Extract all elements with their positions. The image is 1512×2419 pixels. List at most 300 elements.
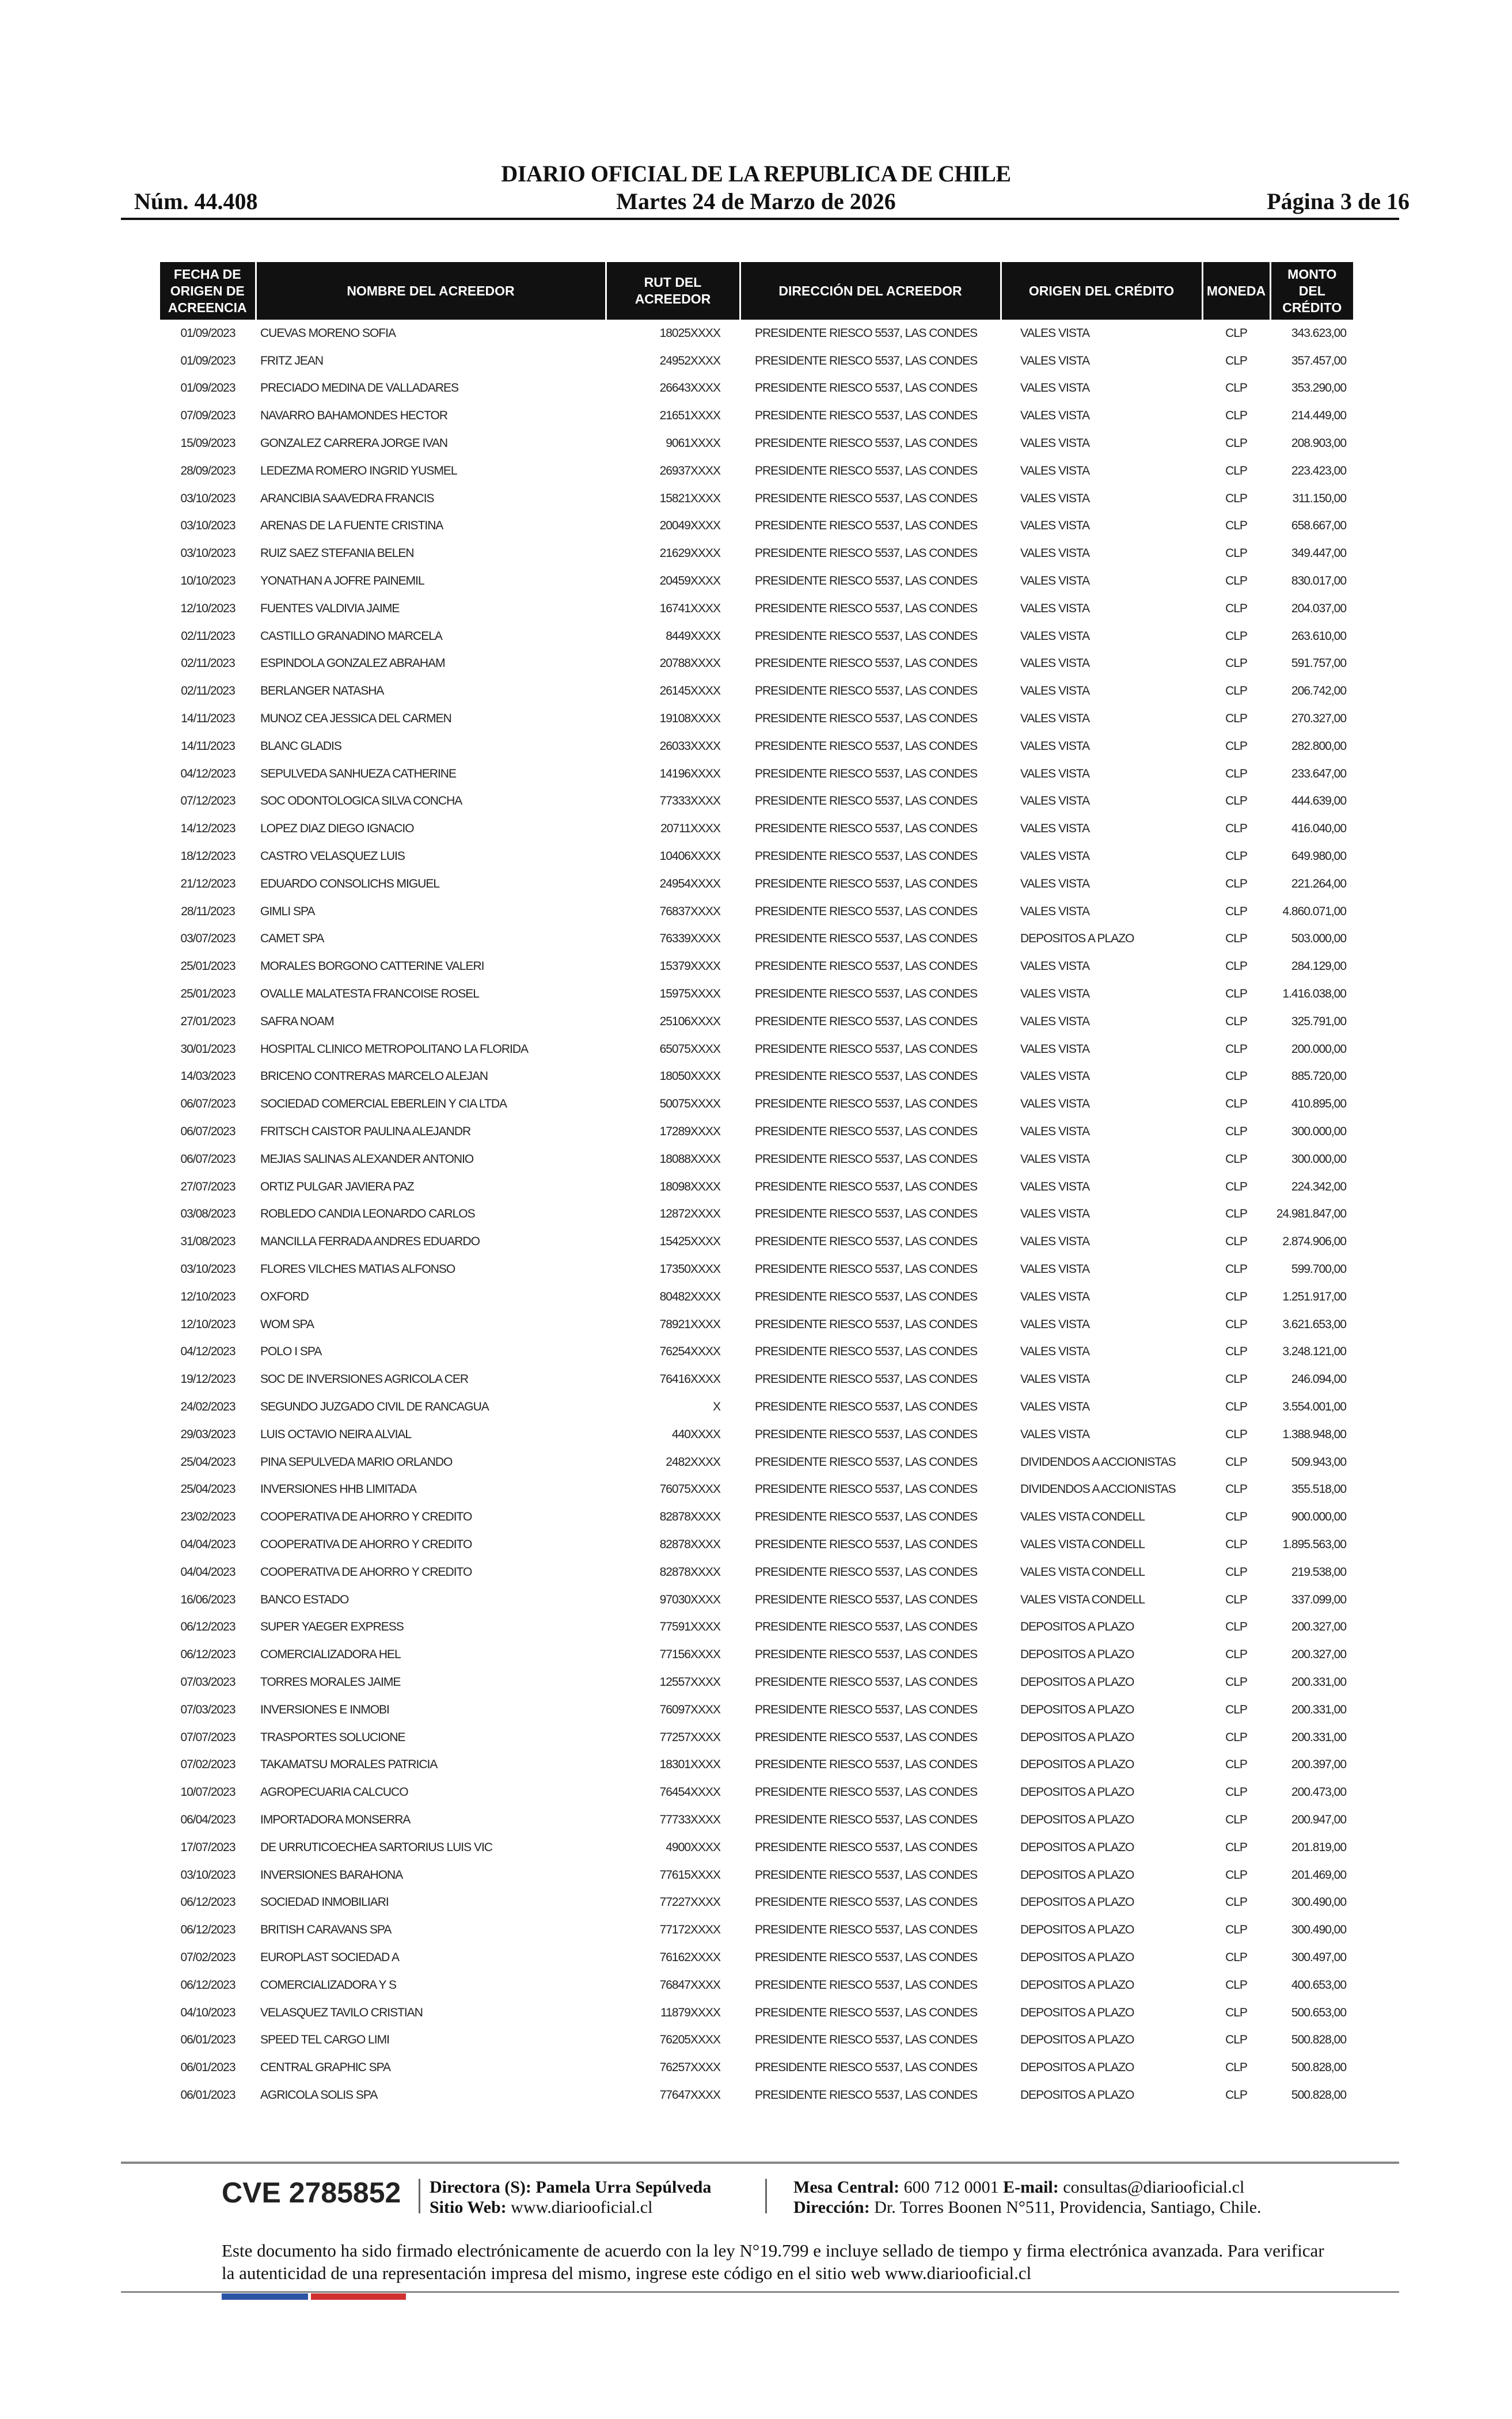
cell-address: PRESIDENTE RIESCO 5537, LAS CONDES <box>755 1042 978 1056</box>
cell-rut: 78921XXXX <box>659 1317 720 1331</box>
cell-credit-origin: DEPOSITOS A PLAZO <box>1020 932 1134 946</box>
cell-amount: 246.094,00 <box>1291 1372 1346 1386</box>
table-row <box>160 2081 1353 2109</box>
cell-date: 14/12/2023 <box>180 822 235 836</box>
cell-address: PRESIDENTE RIESCO 5537, LAS CONDES <box>755 1510 978 1524</box>
cell-amount: 343.623,00 <box>1291 326 1346 340</box>
cell-currency: CLP <box>1225 1483 1247 1496</box>
cell-date: 02/11/2023 <box>181 657 235 670</box>
cell-rut: 77591XXXX <box>659 1620 720 1634</box>
website-link[interactable]: www.diariooficial.cl <box>511 2198 653 2217</box>
cell-creditor-name: COOPERATIVA DE AHORRO Y CREDITO <box>260 1565 472 1579</box>
cell-amount: 500.653,00 <box>1291 2005 1346 2019</box>
cell-creditor-name: IMPORTADORA MONSERRA <box>260 1813 411 1826</box>
cell-amount: 509.943,00 <box>1291 1455 1346 1469</box>
cell-creditor-name: OVALLE MALATESTA FRANCOISE ROSEL <box>260 987 479 1001</box>
email-link[interactable]: consultas@diariooficial.cl <box>1063 2178 1245 2197</box>
cell-creditor-name: COOPERATIVA DE AHORRO Y CREDITO <box>260 1537 472 1551</box>
cell-date: 04/04/2023 <box>180 1537 235 1551</box>
table-row <box>160 1118 1353 1146</box>
cell-amount: 2.874.906,00 <box>1282 1235 1346 1249</box>
cell-credit-origin: DEPOSITOS A PLAZO <box>1020 1730 1134 1744</box>
cell-creditor-name: MANCILLA FERRADA ANDRES EDUARDO <box>260 1235 480 1249</box>
cell-creditor-name: MORALES BORGONO CATTERINE VALERI <box>260 960 484 973</box>
cell-rut: 21651XXXX <box>659 409 720 423</box>
cell-date: 07/03/2023 <box>180 1675 235 1689</box>
cell-date: 30/01/2023 <box>180 1042 235 1056</box>
table-row <box>160 1641 1353 1669</box>
cell-address: PRESIDENTE RIESCO 5537, LAS CONDES <box>755 1372 978 1386</box>
cell-amount: 300.490,00 <box>1291 1923 1346 1937</box>
cell-creditor-name: WOM SPA <box>260 1317 314 1331</box>
cell-amount: 357.457,00 <box>1291 354 1346 367</box>
cell-date: 06/04/2023 <box>180 1813 235 1826</box>
cell-credit-origin: VALES VISTA <box>1020 437 1090 450</box>
table-row <box>160 1669 1353 1696</box>
table-row <box>160 347 1353 375</box>
cell-address: PRESIDENTE RIESCO 5537, LAS CONDES <box>755 2033 978 2047</box>
cell-credit-origin: DEPOSITOS A PLAZO <box>1020 1895 1134 1909</box>
table-row <box>160 1228 1353 1256</box>
cell-amount: 200.327,00 <box>1291 1648 1346 1662</box>
table-row <box>160 1421 1353 1449</box>
cell-date: 29/03/2023 <box>180 1427 235 1441</box>
cell-credit-origin: VALES VISTA <box>1020 1400 1090 1413</box>
cell-date: 04/10/2023 <box>180 2005 235 2019</box>
cell-credit-origin: VALES VISTA <box>1020 354 1090 367</box>
cell-date: 07/09/2023 <box>180 409 235 423</box>
table-row <box>160 1173 1353 1201</box>
cell-address: PRESIDENTE RIESCO 5537, LAS CONDES <box>755 1895 978 1909</box>
cell-date: 06/07/2023 <box>180 1097 235 1111</box>
cell-date: 06/12/2023 <box>180 1895 235 1909</box>
cell-credit-origin: VALES VISTA <box>1020 1097 1090 1111</box>
cell-amount: 300.000,00 <box>1291 1125 1346 1138</box>
cell-address: PRESIDENTE RIESCO 5537, LAS CONDES <box>755 1648 978 1662</box>
cell-date: 06/12/2023 <box>180 1620 235 1634</box>
cell-date: 14/11/2023 <box>181 712 235 726</box>
cell-date: 03/10/2023 <box>180 1868 235 1882</box>
cell-amount: 410.895,00 <box>1291 1097 1346 1111</box>
col-header-rut: RUT DEL ACREEDOR <box>606 262 740 320</box>
cell-rut: 15975XXXX <box>659 987 720 1001</box>
cell-date: 25/01/2023 <box>180 987 235 1001</box>
cell-credit-origin: DEPOSITOS A PLAZO <box>1020 2061 1134 2075</box>
cell-date: 23/02/2023 <box>180 1510 235 1524</box>
cell-creditor-name: GONZALEZ CARRERA JORGE IVAN <box>260 437 448 450</box>
cell-creditor-name: SEGUNDO JUZGADO CIVIL DE RANCAGUA <box>260 1400 489 1413</box>
table-row <box>160 457 1353 485</box>
cell-date: 04/12/2023 <box>180 767 235 780</box>
cell-amount: 201.469,00 <box>1291 1868 1346 1882</box>
cell-creditor-name: COOPERATIVA DE AHORRO Y CREDITO <box>260 1510 472 1524</box>
cell-creditor-name: BRICENO CONTRERAS MARCELO ALEJAN <box>260 1070 488 1083</box>
cell-credit-origin: VALES VISTA <box>1020 1070 1090 1083</box>
footer-separator <box>765 2179 767 2213</box>
cell-date: 28/09/2023 <box>180 464 235 477</box>
cell-address: PRESIDENTE RIESCO 5537, LAS CONDES <box>755 381 978 395</box>
cell-currency: CLP <box>1225 1070 1247 1083</box>
issue-number: Núm. 44.408 <box>134 188 258 214</box>
cell-amount: 658.667,00 <box>1291 519 1346 533</box>
table-row <box>160 1476 1353 1503</box>
cell-rut: 76075XXXX <box>659 1483 720 1496</box>
cell-amount: 500.828,00 <box>1291 2061 1346 2075</box>
cell-currency: CLP <box>1225 547 1247 560</box>
cell-amount: 3.621.653,00 <box>1282 1317 1346 1331</box>
cell-amount: 224.342,00 <box>1291 1180 1346 1193</box>
cell-creditor-name: CASTRO VELASQUEZ LUIS <box>260 850 405 863</box>
cell-amount: 200.327,00 <box>1291 1620 1346 1634</box>
cell-currency: CLP <box>1225 1648 1247 1662</box>
table-row <box>160 1256 1353 1283</box>
cell-rut: 20049XXXX <box>659 519 720 533</box>
cell-credit-origin: DEPOSITOS A PLAZO <box>1020 1950 1134 1964</box>
cell-amount: 219.538,00 <box>1291 1565 1346 1579</box>
cell-rut: 4900XXXX <box>666 1840 720 1854</box>
cell-creditor-name: SAFRA NOAM <box>260 1014 334 1028</box>
cell-creditor-name: CENTRAL GRAPHIC SPA <box>260 2061 391 2075</box>
cell-date: 01/09/2023 <box>180 326 235 340</box>
cell-creditor-name: ORTIZ PULGAR JAVIERA PAZ <box>260 1180 414 1193</box>
cell-date: 07/03/2023 <box>180 1703 235 1716</box>
cell-currency: CLP <box>1225 1014 1247 1028</box>
footer-separator <box>419 2179 420 2213</box>
cell-creditor-name: VELASQUEZ TAVILO CRISTIAN <box>260 2005 423 2019</box>
cell-creditor-name: BLANC GLADIS <box>260 739 341 753</box>
cell-credit-origin: DEPOSITOS A PLAZO <box>1020 1785 1134 1799</box>
cell-creditor-name: INVERSIONES E INMOBI <box>260 1703 389 1716</box>
cell-credit-origin: VALES VISTA <box>1020 1427 1090 1441</box>
cell-amount: 200.331,00 <box>1291 1703 1346 1716</box>
flag-blue-bar <box>222 2293 308 2300</box>
cve-code: CVE 2785852 <box>222 2177 401 2209</box>
cell-date: 25/04/2023 <box>180 1455 235 1469</box>
cell-creditor-name: RUIZ SAEZ STEFANIA BELEN <box>260 547 414 560</box>
cell-date: 15/09/2023 <box>180 437 235 450</box>
cell-rut: 18025XXXX <box>659 326 720 340</box>
cell-currency: CLP <box>1225 1923 1247 1937</box>
cell-currency: CLP <box>1225 1097 1247 1111</box>
table-header-row <box>160 262 1353 320</box>
cell-rut: 97030XXXX <box>659 1593 720 1606</box>
cell-credit-origin: VALES VISTA <box>1020 1262 1090 1276</box>
cell-amount: 221.264,00 <box>1291 877 1346 890</box>
cell-currency: CLP <box>1225 1758 1247 1772</box>
cell-amount: 200.331,00 <box>1291 1730 1346 1744</box>
mesa-label: Mesa Central: <box>793 2178 900 2197</box>
table-row <box>160 815 1353 843</box>
cell-credit-origin: DEPOSITOS A PLAZO <box>1020 1868 1134 1882</box>
cell-date: 24/02/2023 <box>180 1400 235 1413</box>
cell-amount: 263.610,00 <box>1291 629 1346 643</box>
cell-rut: 18301XXXX <box>659 1758 720 1772</box>
table-row <box>160 402 1353 430</box>
cell-currency: CLP <box>1225 1317 1247 1331</box>
cell-rut: 25106XXXX <box>659 1014 720 1028</box>
cell-creditor-name: MUNOZ CEA JESSICA DEL CARMEN <box>260 712 451 726</box>
cell-amount: 311.150,00 <box>1292 491 1346 505</box>
cell-creditor-name: OXFORD <box>260 1290 309 1303</box>
cell-amount: 599.700,00 <box>1291 1262 1346 1276</box>
cell-address: PRESIDENTE RIESCO 5537, LAS CONDES <box>755 1400 978 1413</box>
cell-creditor-name: PINA SEPULVEDA MARIO ORLANDO <box>260 1455 453 1469</box>
cell-creditor-name: CAMET SPA <box>260 932 324 946</box>
table-row <box>160 513 1353 540</box>
signature-notice: Este documento ha sido firmado electrónicamente de acuerdo con la ley N°19.799 e incluye sellado de tiempo y firma electrónica avanzada. Para verificar la autenticidad de una representación impresa del mismo, ingrese este código en el sitio web www.diariooficial.cl <box>222 2240 1324 2283</box>
cell-amount: 233.647,00 <box>1291 767 1346 780</box>
cell-address: PRESIDENTE RIESCO 5537, LAS CONDES <box>755 767 978 780</box>
cell-amount: 3.554.001,00 <box>1282 1400 1346 1413</box>
cell-creditor-name: HOSPITAL CLINICO METROPOLITANO LA FLORIDA <box>260 1042 529 1056</box>
cell-credit-origin: VALES VISTA <box>1020 1345 1090 1359</box>
cell-currency: CLP <box>1225 2033 1247 2047</box>
cell-credit-origin: VALES VISTA <box>1020 684 1090 698</box>
cell-currency: CLP <box>1225 1537 1247 1551</box>
table-row <box>160 870 1353 898</box>
cell-currency: CLP <box>1225 1703 1247 1716</box>
cell-currency: CLP <box>1225 1895 1247 1909</box>
cell-date: 10/10/2023 <box>180 574 235 588</box>
cell-date: 14/03/2023 <box>180 1070 235 1083</box>
cell-amount: 503.000,00 <box>1291 932 1346 946</box>
cell-amount: 200.947,00 <box>1291 1813 1346 1826</box>
table-row <box>160 1999 1353 2027</box>
cell-currency: CLP <box>1225 1372 1247 1386</box>
cell-date: 01/09/2023 <box>180 354 235 367</box>
cell-date: 27/01/2023 <box>180 1014 235 1028</box>
cell-creditor-name: CASTILLO GRANADINO MARCELA <box>260 629 442 643</box>
cell-rut: 18098XXXX <box>659 1180 720 1193</box>
cell-creditor-name: SOCIEDAD COMERCIAL EBERLEIN Y CIA LTDA <box>260 1097 507 1111</box>
cell-rut: 76416XXXX <box>659 1372 720 1386</box>
cell-date: 07/12/2023 <box>180 794 235 808</box>
cell-currency: CLP <box>1225 1290 1247 1303</box>
cell-creditor-name: FUENTES VALDIVIA JAIME <box>260 601 400 615</box>
table-row <box>160 430 1353 457</box>
cell-credit-origin: VALES VISTA <box>1020 1207 1090 1221</box>
cell-amount: 349.447,00 <box>1291 547 1346 560</box>
cell-address: PRESIDENTE RIESCO 5537, LAS CONDES <box>755 712 978 726</box>
cell-address: PRESIDENTE RIESCO 5537, LAS CONDES <box>755 1070 978 1083</box>
cell-creditor-name: CUEVAS MORENO SOFIA <box>260 326 396 340</box>
cell-amount: 200.000,00 <box>1291 1042 1346 1056</box>
cell-credit-origin: DEPOSITOS A PLAZO <box>1020 2005 1134 2019</box>
cell-credit-origin: DEPOSITOS A PLAZO <box>1020 1923 1134 1937</box>
cell-date: 21/12/2023 <box>180 877 235 890</box>
cell-creditor-name: BANCO ESTADO <box>260 1593 349 1606</box>
table-row <box>160 1201 1353 1229</box>
table-row <box>160 1559 1353 1586</box>
cell-amount: 591.757,00 <box>1291 657 1346 670</box>
col-header-name: NOMBRE DEL ACREEDOR <box>256 262 606 320</box>
cell-rut: 19108XXXX <box>659 712 720 726</box>
cell-address: PRESIDENTE RIESCO 5537, LAS CONDES <box>755 877 978 890</box>
cell-address: PRESIDENTE RIESCO 5537, LAS CONDES <box>755 547 978 560</box>
director-name: Pamela Urra Sepúlveda <box>535 2178 712 2197</box>
cell-date: 03/10/2023 <box>180 519 235 533</box>
cell-address: PRESIDENTE RIESCO 5537, LAS CONDES <box>755 739 978 753</box>
col-header-currency: MONEDA <box>1202 262 1270 320</box>
table-row <box>160 1008 1353 1036</box>
website-label: Sitio Web: <box>430 2198 507 2217</box>
cell-date: 28/11/2023 <box>181 904 235 918</box>
cell-date: 04/12/2023 <box>180 1345 235 1359</box>
cell-creditor-name: BRITISH CARAVANS SPA <box>260 1923 392 1937</box>
cell-amount: 500.828,00 <box>1291 2088 1346 2102</box>
cell-amount: 204.037,00 <box>1291 601 1346 615</box>
cell-currency: CLP <box>1225 381 1247 395</box>
cell-address: PRESIDENTE RIESCO 5537, LAS CONDES <box>755 574 978 588</box>
cell-creditor-name: ESPINDOLA GONZALEZ ABRAHAM <box>260 657 445 670</box>
table-row <box>160 1146 1353 1173</box>
cell-creditor-name: COMERCIALIZADORA HEL <box>260 1648 401 1662</box>
issue-date: Martes 24 de Marzo de 2026 <box>616 188 896 214</box>
cell-currency: CLP <box>1225 1207 1247 1221</box>
cell-currency: CLP <box>1225 794 1247 808</box>
cell-credit-origin: VALES VISTA <box>1020 657 1090 670</box>
cell-rut: 76339XXXX <box>659 932 720 946</box>
cell-rut: 80482XXXX <box>659 1290 720 1303</box>
cell-currency: CLP <box>1225 1565 1247 1579</box>
table-row <box>160 1503 1353 1531</box>
cell-date: 06/12/2023 <box>180 1648 235 1662</box>
cell-address: PRESIDENTE RIESCO 5537, LAS CONDES <box>755 1097 978 1111</box>
cell-date: 12/10/2023 <box>180 601 235 615</box>
cell-date: 06/01/2023 <box>180 2088 235 2102</box>
cell-creditor-name: SPEED TEL CARGO LIMI <box>260 2033 389 2047</box>
table-row <box>160 2026 1353 2054</box>
table-row <box>160 898 1353 926</box>
cell-rut: 15425XXXX <box>659 1235 720 1249</box>
cell-credit-origin: DEPOSITOS A PLAZO <box>1020 2088 1134 2102</box>
cell-credit-origin: VALES VISTA <box>1020 822 1090 836</box>
cell-address: PRESIDENTE RIESCO 5537, LAS CONDES <box>755 2088 978 2102</box>
cell-credit-origin: VALES VISTA <box>1020 601 1090 615</box>
table-row <box>160 1834 1353 1861</box>
cell-rut: 77172XXXX <box>659 1923 720 1937</box>
cell-amount: 24.981.847,00 <box>1276 1207 1346 1221</box>
table-row <box>160 320 1353 347</box>
cell-currency: CLP <box>1225 1455 1247 1469</box>
table-row <box>160 1971 1353 1999</box>
cell-date: 07/02/2023 <box>180 1950 235 1964</box>
table-row <box>160 677 1353 705</box>
cell-date: 03/10/2023 <box>180 1262 235 1276</box>
cell-address: PRESIDENTE RIESCO 5537, LAS CONDES <box>755 1868 978 1882</box>
cell-creditor-name: NAVARRO BAHAMONDES HECTOR <box>260 409 448 423</box>
cell-currency: CLP <box>1225 657 1247 670</box>
table-row <box>160 705 1353 733</box>
table-row <box>160 926 1353 953</box>
table-row <box>160 1338 1353 1366</box>
cell-amount: 900.000,00 <box>1291 1510 1346 1524</box>
cell-rut: 11879XXXX <box>660 2005 720 2019</box>
cell-rut: 77257XXXX <box>659 1730 720 1744</box>
cell-currency: CLP <box>1225 1152 1247 1166</box>
cell-date: 12/10/2023 <box>180 1290 235 1303</box>
cell-date: 02/11/2023 <box>181 629 235 643</box>
cell-credit-origin: VALES VISTA <box>1020 519 1090 533</box>
cell-currency: CLP <box>1225 712 1247 726</box>
cell-address: PRESIDENTE RIESCO 5537, LAS CONDES <box>755 1675 978 1689</box>
cell-credit-origin: DEPOSITOS A PLAZO <box>1020 2033 1134 2047</box>
cell-rut: 76205XXXX <box>659 2033 720 2047</box>
cell-currency: CLP <box>1225 1620 1247 1634</box>
table-row <box>160 733 1353 760</box>
cell-currency: CLP <box>1225 1868 1247 1882</box>
cell-creditor-name: LUIS OCTAVIO NEIRA ALVIAL <box>260 1427 412 1441</box>
cell-date: 12/10/2023 <box>180 1317 235 1331</box>
cell-rut: 20459XXXX <box>659 574 720 588</box>
cell-address: PRESIDENTE RIESCO 5537, LAS CONDES <box>755 987 978 1001</box>
table-row <box>160 623 1353 650</box>
cell-rut: 82878XXXX <box>659 1537 720 1551</box>
cell-creditor-name: ROBLEDO CANDIA LEONARDO CARLOS <box>260 1207 475 1221</box>
cell-date: 07/02/2023 <box>180 1758 235 1772</box>
cell-creditor-name: INVERSIONES HHB LIMITADA <box>260 1483 416 1496</box>
col-header-origin: ORIGEN DEL CRÉDITO <box>1001 262 1202 320</box>
cell-rut: 77227XXXX <box>659 1895 720 1909</box>
col-header-address: DIRECCIÓN DEL ACREEDOR <box>740 262 1001 320</box>
cell-address: PRESIDENTE RIESCO 5537, LAS CONDES <box>755 1813 978 1826</box>
cell-amount: 500.828,00 <box>1291 2033 1346 2047</box>
cell-date: 06/12/2023 <box>180 1978 235 1992</box>
cell-address: PRESIDENTE RIESCO 5537, LAS CONDES <box>755 932 978 946</box>
cell-address: PRESIDENTE RIESCO 5537, LAS CONDES <box>755 960 978 973</box>
cell-creditor-name: LOPEZ DIAZ DIEGO IGNACIO <box>260 822 414 836</box>
cell-rut: 17350XXXX <box>659 1262 720 1276</box>
cell-address: PRESIDENTE RIESCO 5537, LAS CONDES <box>755 1565 978 1579</box>
cell-currency: CLP <box>1225 960 1247 973</box>
cell-credit-origin: DEPOSITOS A PLAZO <box>1020 1758 1134 1772</box>
cell-creditor-name: SUPER YAEGER EXPRESS <box>260 1620 404 1634</box>
cell-date: 04/04/2023 <box>180 1565 235 1579</box>
cell-creditor-name: POLO I SPA <box>260 1345 322 1359</box>
cell-currency: CLP <box>1225 1840 1247 1854</box>
cell-amount: 208.903,00 <box>1291 437 1346 450</box>
cell-currency: CLP <box>1225 1125 1247 1138</box>
cell-currency: CLP <box>1225 987 1247 1001</box>
newspaper-title: DIARIO OFICIAL DE LA REPUBLICA DE CHILE <box>501 161 1011 187</box>
table-row <box>160 953 1353 980</box>
cell-rut: 15379XXXX <box>659 960 720 973</box>
cell-amount: 1.388.948,00 <box>1282 1427 1346 1441</box>
cell-credit-origin: DEPOSITOS A PLAZO <box>1020 1813 1134 1826</box>
cell-rut: 26033XXXX <box>659 739 720 753</box>
table-row <box>160 1889 1353 1916</box>
cell-rut: 24952XXXX <box>659 354 720 367</box>
table-row <box>160 1366 1353 1393</box>
cell-amount: 444.639,00 <box>1291 794 1346 808</box>
cell-amount: 214.449,00 <box>1291 409 1346 423</box>
creditors-table <box>160 262 1353 2109</box>
cell-creditor-name: SOCIEDAD INMOBILIARI <box>260 1895 389 1909</box>
cell-rut: 82878XXXX <box>659 1510 720 1524</box>
cell-rut: 50075XXXX <box>659 1097 720 1111</box>
cell-credit-origin: VALES VISTA <box>1020 574 1090 588</box>
table-row <box>160 485 1353 513</box>
cell-date: 02/11/2023 <box>181 684 235 698</box>
cell-date: 06/07/2023 <box>180 1125 235 1138</box>
director-label: Directora (S): <box>430 2178 531 2197</box>
cell-amount: 270.327,00 <box>1291 712 1346 726</box>
cell-date: 25/04/2023 <box>180 1483 235 1496</box>
cell-amount: 282.800,00 <box>1291 739 1346 753</box>
cell-rut: 12872XXXX <box>659 1207 720 1221</box>
cell-credit-origin: DEPOSITOS A PLAZO <box>1020 1675 1134 1689</box>
cell-credit-origin: VALES VISTA <box>1020 1125 1090 1138</box>
